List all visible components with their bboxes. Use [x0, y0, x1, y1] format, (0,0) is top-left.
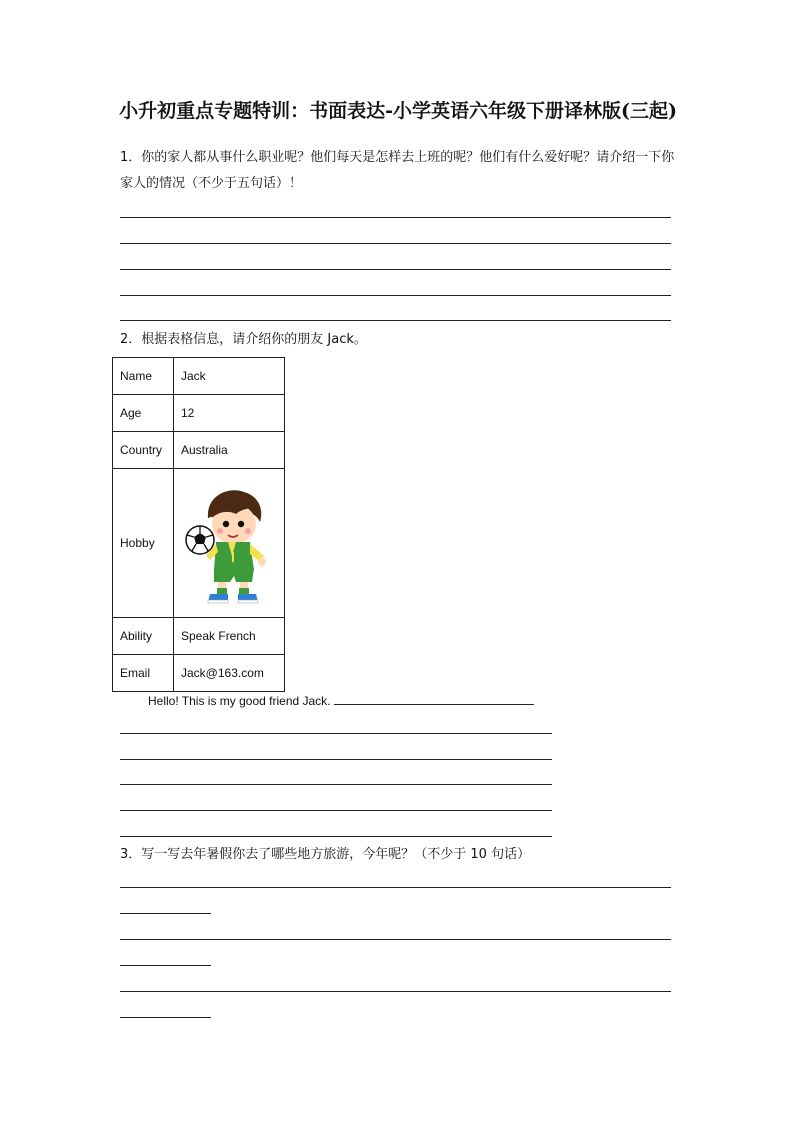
answer-line[interactable] — [120, 295, 671, 296]
age-label: Age — [113, 395, 174, 432]
answer-line[interactable] — [120, 965, 211, 966]
answer-line[interactable] — [120, 243, 671, 244]
ability-value: Speak French — [174, 618, 285, 655]
table-row — [113, 469, 285, 618]
name-value: Jack — [174, 358, 285, 395]
intro-text: Hello! This is my good friend Jack. — [148, 694, 331, 708]
country-label: Country — [113, 432, 174, 469]
email-value: Jack@163.com — [174, 655, 285, 692]
hobby-picture-cell — [174, 469, 285, 618]
answer-line[interactable] — [120, 320, 671, 321]
intro-sentence — [148, 692, 534, 708]
answer-line[interactable] — [120, 836, 552, 837]
answer-line[interactable] — [120, 759, 552, 760]
table-row — [113, 655, 285, 692]
page-title: 小升初重点专题特训：书面表达-小学英语六年级下册译林版(三起) — [119, 100, 677, 122]
country-value: Australia — [174, 432, 285, 469]
age-value: 12 — [174, 395, 285, 432]
answer-line[interactable] — [120, 733, 552, 734]
table-row — [113, 618, 285, 655]
answer-line[interactable] — [120, 1017, 211, 1018]
answer-line[interactable] — [120, 913, 211, 914]
name-label: Name — [113, 358, 174, 395]
answer-line[interactable] — [120, 810, 552, 811]
question-3-prompt: 3．写一写去年暑假你去了哪些地方旅游，今年呢？（不少于 10 句话） — [120, 847, 531, 862]
friend-info-table — [112, 357, 285, 692]
boy-playing-soccer-icon — [178, 478, 274, 608]
answer-line[interactable] — [120, 269, 671, 270]
answer-line[interactable] — [120, 784, 552, 785]
table-row — [113, 395, 285, 432]
table-row — [113, 358, 285, 395]
answer-blank[interactable] — [334, 692, 534, 705]
email-label: Email — [113, 655, 174, 692]
answer-line[interactable] — [120, 217, 671, 218]
table-row — [113, 432, 285, 469]
hobby-label: Hobby — [113, 469, 174, 618]
question-2-prompt: 2．根据表格信息，请介绍你的朋友 Jack。 — [120, 332, 367, 347]
answer-line[interactable] — [120, 887, 671, 888]
answer-line[interactable] — [120, 991, 671, 992]
question-1-prompt: 1．你的家人都从事什么职业呢？他们每天是怎样去上班的呢？他们有什么爱好呢？请介绍一下你家人的情况（不少于五句话）！ — [120, 150, 675, 191]
answer-line[interactable] — [120, 939, 671, 940]
ability-label: Ability — [113, 618, 174, 655]
